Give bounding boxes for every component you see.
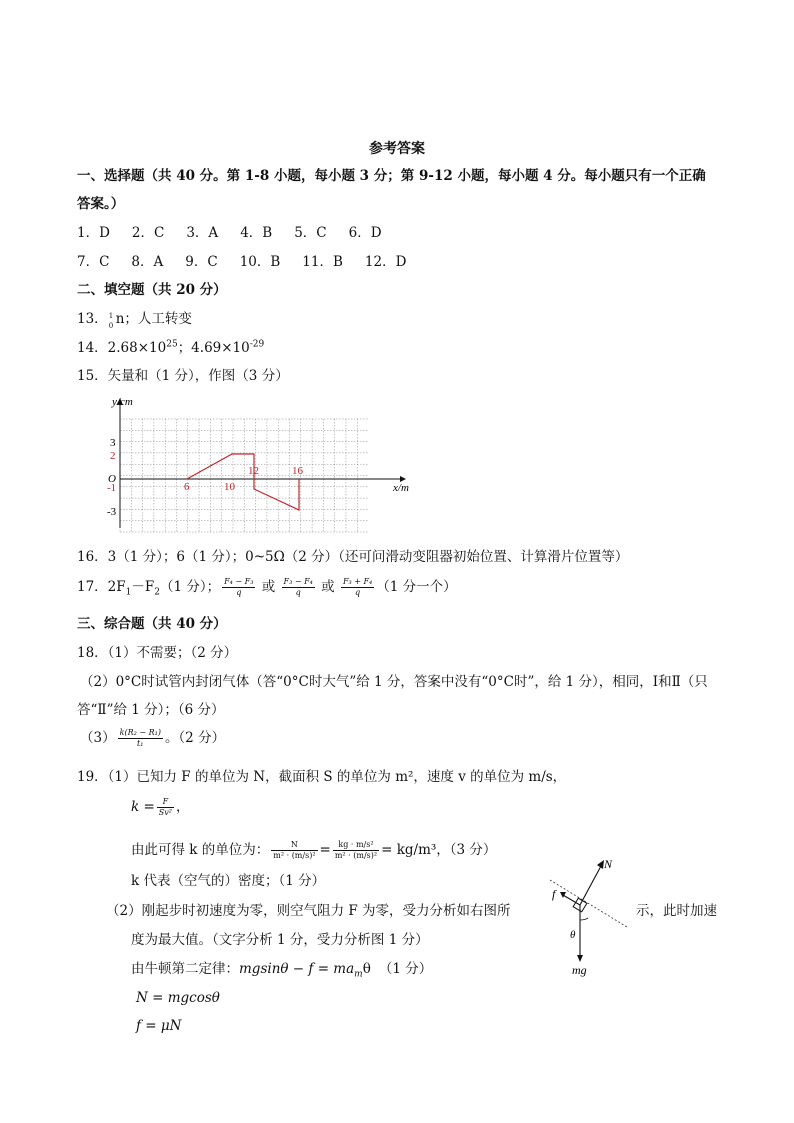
label-mg: mg xyxy=(572,963,587,977)
section1-heading: 一、选择题（共 40 分。第 1-8 小题，每小题 3 分；第 9-12 小题，每小题 4 分。每小题只有一个正确 xyxy=(77,168,706,184)
answer-17: 17．$2F_1-F_2(1$ 分）； $\frac{\text{F₄ − F₃}}{q}$ 或 $\frac{\text{F₃ − F₄}}{q}$ 或 $\frac{\text{F₃ + F₄}}{q}$ （1 分一个） xyxy=(77,577,457,598)
y-tick-3: 3 xyxy=(110,437,116,449)
section1-heading-cont: 答案。） xyxy=(77,196,125,212)
answer-1: 1．D xyxy=(77,225,110,241)
answer-18-2-cont: 答“Ⅱ”给 1 分）；（6 分） xyxy=(77,702,225,718)
answer-15: 15．矢量和（1 分），作图（3 分） xyxy=(77,368,289,384)
x-tick-12: 12 xyxy=(248,465,259,477)
label-N: N xyxy=(604,857,613,871)
answer-19-2-tail: 示，此时加速 xyxy=(636,903,717,919)
answer-4: 4．B xyxy=(240,225,273,241)
free-body-diagram xyxy=(545,852,635,980)
x-tick-10: 10 xyxy=(224,481,235,493)
density-note: k 代表（空气的）密度；（1 分） xyxy=(131,873,326,889)
unit-derivation: 由此可得 k 的单位为： $\frac{N}{\text{m² · (m/s)²}}$ = $\frac{\text{kg · m/s²}}{\text{m² · (m/s)²}}$ = kg/m³，（3 分） xyxy=(131,840,497,860)
y-tick-2: 2 xyxy=(110,450,116,462)
wave-graph xyxy=(100,393,420,538)
fraction-k: $\frac{F}{\text{Sv²}}$ xyxy=(158,797,173,817)
answer-18-3: （3） $\frac{\text{k(R₂ − R₁)}}{\text{t₁}}$ 。（2 分） xyxy=(80,728,226,748)
answer-11: 11．B xyxy=(302,254,343,270)
answer-8: 8．A xyxy=(131,254,164,270)
fraction-unit-1: $\frac{N}{\text{m² · (m/s)²}}$ xyxy=(273,840,316,860)
friction-eq: f = μN xyxy=(136,1018,182,1034)
section3-heading: 三、综合题（共 40 分） xyxy=(77,616,227,632)
fraction-18-3: $\frac{\text{k(R₂ − R₁)}}{\text{t₁}}$ xyxy=(119,728,161,748)
fraction-1: $\frac{\text{F₄ − F₃}}{q}$ xyxy=(224,577,254,597)
fraction-3: $\frac{\text{F₃ + F₄}}{q}$ xyxy=(342,577,373,597)
answer-10: 10．B xyxy=(239,254,281,270)
graph-grid xyxy=(120,419,368,533)
arrow-f xyxy=(560,892,566,898)
x-tick-6: 6 xyxy=(184,481,190,493)
angle-arc xyxy=(580,918,588,920)
y-tick-neg3: -3 xyxy=(107,506,117,518)
x-tick-16: 16 xyxy=(292,465,303,477)
answer-19-1: 19．（1）已知力 F 的单位为 N，截面积 S 的单位为 m²，速度 v 的单位为 m/s， xyxy=(77,769,567,785)
answer-2: 2．C xyxy=(131,225,165,241)
formula-k: k = $\frac{F}{\text{Sv²}}$ ， xyxy=(131,797,190,817)
force-N-line xyxy=(580,866,601,905)
newton-second-law: 由牛顿第二定律：$mgsin\theta - f = ma_m\theta$ （1 分） xyxy=(131,961,433,980)
nuclide-symbol: n xyxy=(115,311,125,327)
answers-row-2 xyxy=(77,253,428,271)
nuclide-indices: 1 0 xyxy=(108,312,114,330)
wave-curve xyxy=(187,454,299,510)
answer-13: 13． 1 0 n；人工转变 xyxy=(77,311,192,330)
answer-18-2: （2）0°C时试管内封闭气体（答“0°C时大气”给 1 分，答案中没有“0°C时”，给 1 分），相同，Ⅰ和Ⅱ（只 xyxy=(80,674,708,690)
answer-7: 7．C xyxy=(77,254,110,270)
origin-label: O xyxy=(108,473,116,485)
incline-line xyxy=(550,880,627,927)
answer-14: 14．$2.68\times 10^{25}$；$4.69\times 10^{-29}$ xyxy=(77,339,265,356)
answer-9: 9．C xyxy=(185,254,218,270)
x-axis-label: x/m xyxy=(393,482,409,494)
answer-19-2: （2）刚起步时初速度为零，则空气阻力 F 为零，受力分析如右图所 xyxy=(106,903,511,919)
arrow-mg xyxy=(577,955,583,962)
answer-5: 5．C xyxy=(294,225,327,241)
label-f: f xyxy=(552,887,556,901)
y-axis-label: y/cm xyxy=(112,396,133,408)
page-title: 参考答案 xyxy=(369,141,425,157)
label-theta: θ xyxy=(570,929,576,941)
answers-row-1 xyxy=(77,224,404,242)
answer-16: 16．3（1 分）；6（1 分）；0~5Ω（2 分）（还可问滑动变阻器初始位置、计算滑片位置等） xyxy=(77,549,629,565)
answer-19-2-cont: 度为最大值。（文字分析 1 分，受力分析图 1 分） xyxy=(131,932,429,948)
fraction-2: $\frac{\text{F₃ − F₄}}{q}$ xyxy=(283,577,313,597)
answer-3: 3．A xyxy=(186,225,219,241)
answer-12: 12．D xyxy=(364,254,407,270)
y-tick-neg1: -1 xyxy=(107,482,117,494)
answer-6: 6．D xyxy=(348,225,382,241)
normal-force-eq: N = mgcosθ xyxy=(136,990,220,1006)
answer-18-1: 18．（1）不需要；（2 分） xyxy=(77,645,238,661)
fraction-unit-2: $\frac{\text{kg · m/s²}}{\text{m² · (m/s)²}}$ xyxy=(334,840,378,860)
section2-heading: 二、填空题（共 20 分） xyxy=(77,282,227,298)
